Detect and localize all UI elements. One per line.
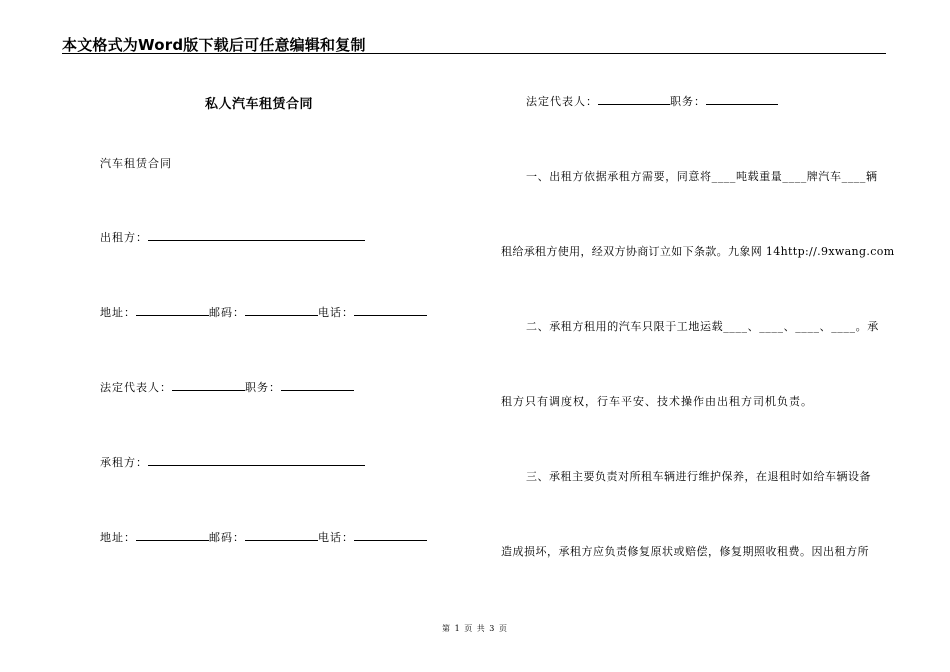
clause1-line2: 租给承租方使用，经双方协商订立如下条款。九象网 14http://.9xwang.com [501,245,895,258]
phone-label: 电话： [318,306,354,319]
lessor-legal-rep-line [100,379,354,395]
clause1-line1: 一、出租方依据承租方需要，同意将____吨载重量____牌汽车____辆 [526,170,878,183]
header-bar [62,34,886,54]
lessee-blank[interactable] [148,456,365,466]
position-blank-right[interactable] [706,95,778,105]
phone2-label: 电话： [318,531,354,544]
position-blank[interactable] [281,381,354,391]
lessor-line [100,229,365,245]
phone-blank[interactable] [354,306,427,316]
address-label: 地址： [100,306,136,319]
legal-rep-blank-right[interactable] [598,95,670,105]
page-indicator: 第 1 页 共 3 页 [442,624,508,633]
lessor-address-line [100,304,427,320]
header-banner: 本文格式为Word版下载后可任意编辑和复制 [62,36,366,54]
document-subtitle: 汽车租赁合同 [100,157,172,170]
legal-rep-label: 法定代表人： [100,381,172,394]
document-title: 私人汽车租赁合同 [205,97,314,112]
clause2-line2: 租方只有调度权，行车平安、技术操作由出租方司机负责。 [501,395,813,408]
clause3-line1: 三、承租主要负责对所租车辆进行维护保养，在退租时如给车辆设备 [526,470,871,483]
legal-rep-label-right: 法定代表人： [526,95,598,108]
address2-blank[interactable] [136,531,209,541]
postcode-label: 邮码： [209,306,245,319]
position-label: 职务： [245,381,281,394]
lessee-address-line [100,529,427,545]
lessee-line [100,454,365,470]
lessor-label: 出租方： [100,231,148,244]
lessor-blank[interactable] [148,231,365,241]
postcode2-label: 邮码： [209,531,245,544]
position-label-right: 职务： [670,95,706,108]
phone2-blank[interactable] [354,531,427,541]
lessee-label: 承租方： [100,456,148,469]
clause3-line2: 造成损坏，承租方应负责修复原状或赔偿，修复期照收租费。因出租方所 [501,545,869,558]
lessee-legal-rep-line [526,93,778,109]
legal-rep-blank[interactable] [172,381,245,391]
address2-label: 地址： [100,531,136,544]
clause2-line1: 二、承租方租用的汽车只限于工地运载____、____、____、____。承 [526,320,879,333]
postcode-blank[interactable] [245,306,318,316]
postcode2-blank[interactable] [245,531,318,541]
address-blank[interactable] [136,306,209,316]
